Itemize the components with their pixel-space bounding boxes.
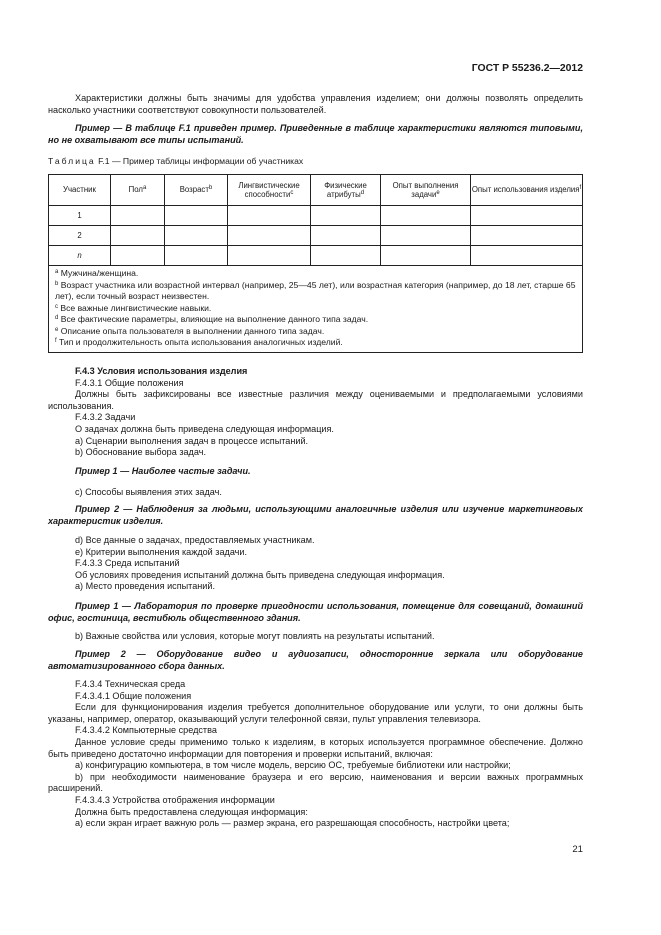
table-cell-participant: 1 xyxy=(49,206,111,226)
example-block xyxy=(48,466,583,478)
table-cell-participant: n xyxy=(49,246,111,266)
example-text: Пример 2 — Наблюдения за людьми, использующими аналогичные изделия или изучение маркетинговых характеристик изделия. xyxy=(48,504,583,526)
list-item: а) если экран играет важную роль — размер экрана, его разрешающая способность, настройки цвета; xyxy=(75,818,510,829)
standard-id: ГОСТ Р 55236.2—2012 xyxy=(471,63,583,74)
example-block xyxy=(48,601,583,624)
example-text: Пример 1 — Наиболее частые задачи. xyxy=(75,466,251,476)
participants-table xyxy=(48,174,583,266)
list-block xyxy=(48,487,583,499)
table-note: $^a$ Мужчина/женщина. xyxy=(55,268,139,278)
intro-block xyxy=(48,93,583,116)
subsection-heading: F.4.3.2 Задачи xyxy=(75,412,136,423)
table-header-cell: Пол$^a$ xyxy=(111,175,165,206)
section-heading: F.4.3 Условия использования изделия xyxy=(75,366,248,376)
section-f43 xyxy=(48,366,583,459)
table-row xyxy=(49,246,583,266)
table-notes xyxy=(48,265,583,353)
list-item: b) при необходимости наименование браузера и его версию, наименования и версии важных программных расширений. xyxy=(48,771,583,794)
table-cell-participant: 2 xyxy=(49,226,111,246)
paragraph: Должны быть зафиксированы все известные различия между оцениваемыми и предполагаемыми условиями использования. xyxy=(48,389,583,411)
table-caption-text: F.1 — Пример таблицы информации об участниках xyxy=(95,156,304,166)
list-item: а) Место проведения испытаний. xyxy=(75,581,215,592)
table-header-cell: Участник xyxy=(49,175,111,206)
page-number: 21 xyxy=(572,844,583,855)
list-item: а) конфигурацию компьютера, в том числе модель, версию ОС, требуемые библиотеки или настройки; xyxy=(75,760,511,771)
table-row xyxy=(49,226,583,246)
list-block xyxy=(48,631,583,643)
example-block xyxy=(48,504,583,527)
subsection-heading: F.4.3.4.2 Компьютерные средства xyxy=(75,725,217,736)
table-header-cell: Опыт использования изделия$^f$ xyxy=(471,175,583,206)
intro-paragraph: Характеристики должны быть значимы для удобства управления изделием; они должны позволять определить насколько участники соответствуют совокупности пользователей. xyxy=(48,93,583,115)
paragraph: Данное условие среды применимо только к изделиям, в которых используется программное обеспечение. Должно быть приведено достаточно информации для повторения и проверки испытаний, включая: xyxy=(48,736,583,759)
paragraph-block xyxy=(48,679,583,830)
table-note: $^d$ Все фактические параметры, влияющие на выполнение данного типа задач. xyxy=(55,314,369,324)
example-text: Пример 2 — Оборудование видео и аудиозаписи, односторонние зеркала или оборудование автоматизированного сбора данных. xyxy=(48,649,583,671)
list-item: а) Сценарии выполнения задач в процессе испытаний. xyxy=(75,435,309,446)
paragraph: О задачах должна быть приведена следующая информация. xyxy=(75,423,334,434)
intro-example: Пример — В таблице F.1 приведен пример. Приведенные в таблице характеристики являются типовыми, но не охватывают все типы испытаний. xyxy=(48,123,583,145)
subsection-heading: F.4.3.3 Среда испытаний xyxy=(75,558,180,569)
subsection-heading: F.4.3.4 Техническая среда xyxy=(75,679,186,689)
table-note: $^e$ Описание опыта пользователя в выполнении данного типа задач. xyxy=(55,325,325,336)
table-header-cell: Опыт выполнения задачи$^e$ xyxy=(381,175,471,206)
list-item: e) Критерии выполнения каждой задачи. xyxy=(75,546,248,557)
table-note: $^c$ Все важные лингвистические навыки. xyxy=(55,302,212,313)
subsection-heading: F.4.3.4.1 Общие положения xyxy=(75,690,192,701)
paragraph: Об условиях проведения испытаний должна быть приведена следующая информация. xyxy=(75,569,445,580)
subsection-heading: F.4.3.4.3 Устройства отображения информации xyxy=(75,794,275,805)
table-row xyxy=(49,206,583,226)
list-item: d) Все данные о задачах, предоставляемых участникам. xyxy=(75,535,315,545)
paragraph: Должна быть предоставлена следующая информация: xyxy=(75,806,308,817)
table-caption-prefix: Таблица xyxy=(48,156,96,166)
example-block xyxy=(48,649,583,672)
table-caption xyxy=(48,156,303,168)
intro-example-block xyxy=(48,123,583,146)
list-item: b) Обоснование выбора задач. xyxy=(75,447,206,458)
table-header-cell: Физические атрибуты$^d$ xyxy=(311,175,381,206)
paragraph-block xyxy=(48,535,583,593)
table-note: $^b$ Возраст участника или возрастной интервал (например, 25—45 лет), или возрастная категория (например, до 18 лет, старше 65 лет), если точный возраст неизвестен. xyxy=(55,279,576,301)
list-item: b) Важные свойства или условия, которые могут повлиять на результаты испытаний. xyxy=(75,631,435,641)
table-header-row xyxy=(49,175,583,206)
paragraph: Если для функционирования изделия требуется дополнительное оборудование или услуги, то они должны быть указаны, например, оператор, оказывающий услуги телефонной связи, пульт управления телевизора. xyxy=(48,702,583,724)
table-note: $^f$ Тип и продолжительность опыта использования аналогичных изделий. xyxy=(55,337,343,347)
example-text: Пример 1 — Лаборатория по проверке пригодности использования, помещение для совещаний, домашний офис, гостиница, вестибюль общественного здания. xyxy=(48,601,583,623)
subsection-heading: F.4.3.1 Общие положения xyxy=(75,377,184,388)
table-header-cell: Лингвистические способности$^c$ xyxy=(228,175,311,206)
table-header-cell: Возраст$^b$ xyxy=(165,175,228,206)
list-item: c) Способы выявления этих задач. xyxy=(75,487,222,497)
